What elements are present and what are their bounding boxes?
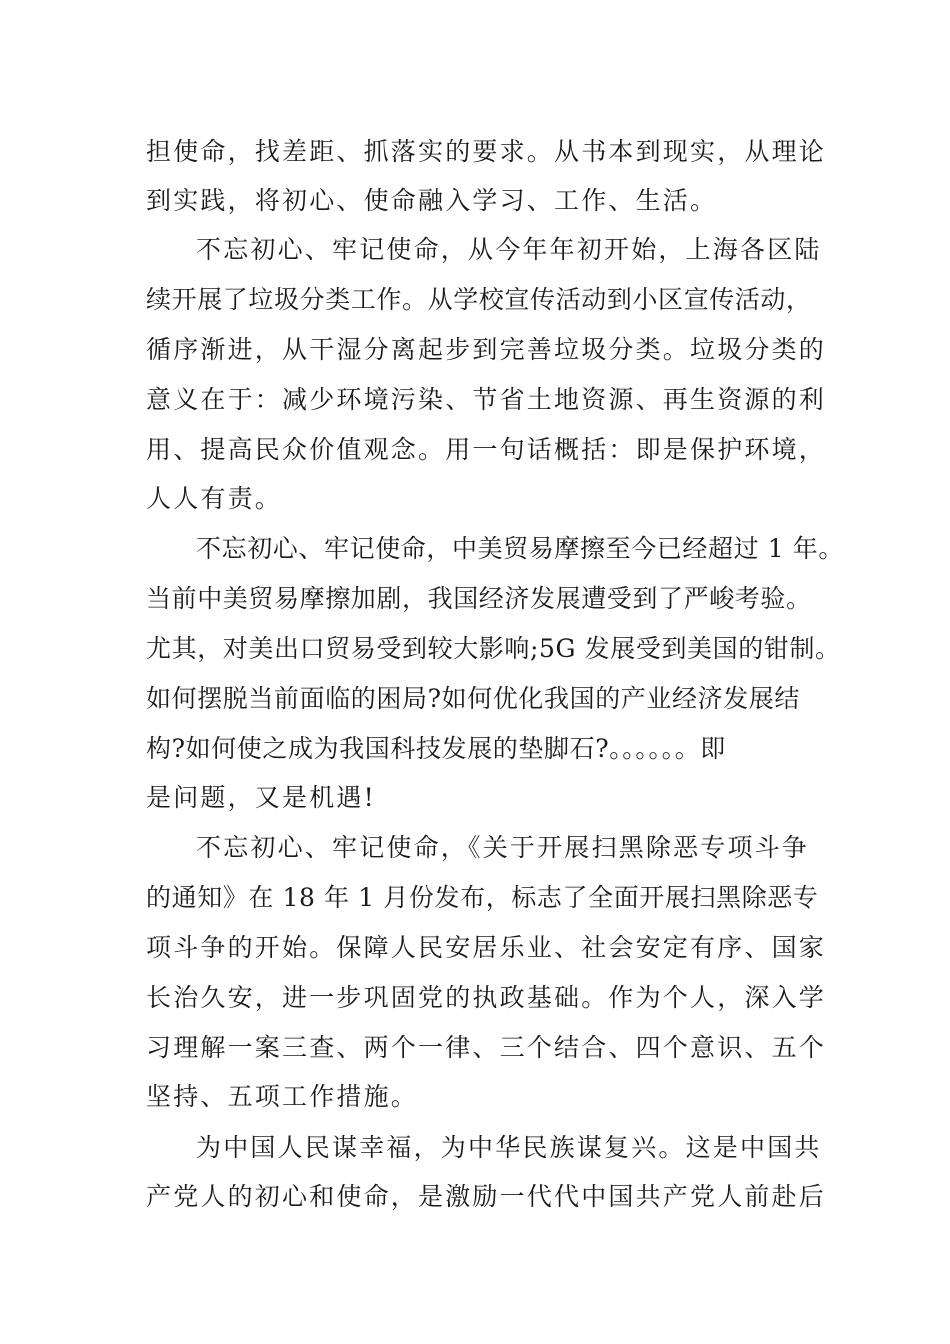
text-line: 循序渐进，从干湿分离起步到完善垃圾分类。垃圾分类的 — [146, 335, 827, 364]
text-line: 如何摆脱当前面临的困局?如何优化我国的产业经济发展结 — [146, 684, 801, 713]
paragraph-start-line: 不忘初心、牢记使命，中美贸易摩擦至今已经超过 1 年。 — [196, 534, 845, 563]
text-line: 到实践，将初心、使命融入学习、工作、生活。 — [146, 186, 718, 215]
text-line: 项斗争的开始。保障人民安居乐业、社会安定有序、国家 — [146, 933, 827, 962]
text-line: 构?如何使之成为我国科技发展的垫脚石?。。。。。。即 — [146, 734, 726, 763]
text-line: 意义在于：减少环境污染、节省土地资源、再生资源的利 — [146, 385, 827, 414]
text-line: 长治久安，进一步巩固党的执政基础。作为个人，深入学 — [146, 983, 827, 1012]
text-line: 是问题，又是机遇! — [146, 783, 376, 812]
text-line: 当前中美贸易摩擦加剧，我国经济发展遭受到了严峻考验。 — [146, 584, 812, 613]
text-line: 产党人的初心和使命，是激励一代代中国共产党人前赴后 — [146, 1182, 827, 1211]
text-line: 坚持、五项工作措施。 — [146, 1082, 419, 1111]
text-line: 担使命，找差距、抓落实的要求。从书本到现实，从理论 — [146, 137, 827, 166]
paragraph-start-line: 为中国人民谋幸福，为中华民族谋复兴。这是中国共 — [196, 1133, 822, 1162]
text-line: 尤其，对美出口贸易受到较大影响;5G 发展受到美国的钳制。 — [146, 634, 841, 663]
text-line: 人人有责。 — [146, 484, 283, 513]
text-line: 续开展了垃圾分类工作。从学校宣传活动到小区宣传活动， — [146, 285, 812, 314]
paragraph-start-line: 不忘初心、牢记使命，《关于开展扫黑除恶专项斗争 — [196, 833, 810, 862]
text-line: 用、提高民众价值观念。用一句话概括：即是保护环境， — [146, 435, 827, 464]
text-line: 习理解一案三查、两个一律、三个结合、四个意识、五个 — [146, 1033, 827, 1062]
text-line: 的通知》在 18 年 1 月份发布，标志了全面开展扫黑除恶专 — [146, 883, 819, 912]
paragraph-start-line: 不忘初心、牢记使命，从今年年初开始，上海各区陆 — [196, 235, 822, 264]
